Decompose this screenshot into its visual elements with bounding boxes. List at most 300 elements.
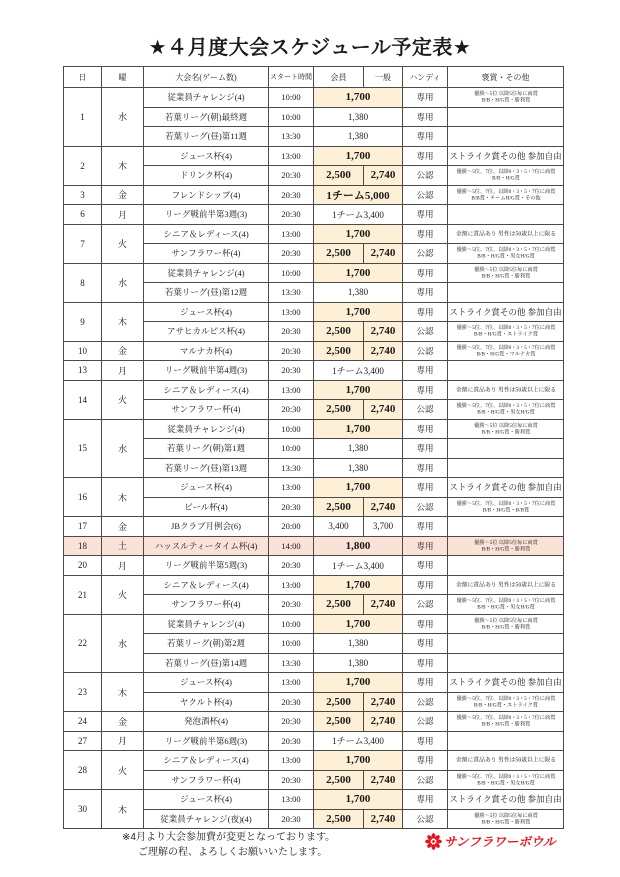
prize-text	[456, 501, 555, 513]
prize-line: ストライク賞その他 参加自由	[449, 794, 562, 805]
fee-general: 2,740	[364, 166, 403, 186]
event-name: ジュース杯(4)	[144, 146, 269, 166]
schedule-row	[64, 556, 564, 576]
start-time: 20:30	[269, 341, 314, 361]
prize-cell	[448, 536, 564, 556]
event-name: マルナカ杯(4)	[144, 341, 269, 361]
prize-line: B/B・H/G賞・勝利賞	[481, 545, 530, 552]
schedule-row	[64, 185, 564, 205]
weekday-cell: 月	[102, 361, 144, 381]
event-name: シニア＆レディース(4)	[144, 224, 269, 244]
day-cell: 9	[64, 302, 102, 341]
header-weekday: 曜	[102, 67, 144, 88]
prize-line: B/B・H/G賞・勝利賞	[481, 818, 530, 825]
day-cell: 21	[64, 575, 102, 614]
start-time: 10:00	[269, 634, 314, 654]
prize-cell	[448, 283, 564, 303]
weekday-cell: 火	[102, 575, 144, 614]
prize-cell	[448, 517, 564, 537]
handicap: 専用	[403, 224, 448, 244]
fee-general: 3,700	[364, 517, 403, 537]
start-time: 10:00	[269, 439, 314, 459]
handicap: 専用	[403, 419, 448, 439]
header-member-fee: 会員	[314, 67, 364, 88]
schedule-row	[64, 575, 564, 595]
prize-cell	[448, 653, 564, 673]
handicap: 専用	[403, 673, 448, 693]
schedule-row	[64, 302, 564, 322]
prize-cell	[448, 595, 564, 615]
prize-cell	[448, 127, 564, 147]
start-time: 20:30	[269, 244, 314, 264]
event-name: アサヒカルピス杯(4)	[144, 322, 269, 342]
event-name: ジュース杯(4)	[144, 790, 269, 810]
start-time: 20:30	[269, 712, 314, 732]
event-name: 発泡酒杯(4)	[144, 712, 269, 732]
handicap: 公認	[403, 322, 448, 342]
schedule-row	[64, 790, 564, 810]
weekday-cell: 木	[102, 673, 144, 712]
prize-cell	[448, 439, 564, 459]
event-name: ジュース杯(4)	[144, 673, 269, 693]
prize-cell	[448, 361, 564, 381]
prize-text	[456, 169, 555, 181]
prize-line: ストライク賞その他 参加自由	[449, 482, 562, 493]
fee-flat: 1,700	[314, 478, 403, 498]
weekday-cell: 水	[102, 263, 144, 302]
prize-line: B/B・H/G賞・勝利賞	[481, 272, 530, 279]
schedule-row	[64, 751, 564, 771]
prize-line: 優勝～5位、7位、以降0・3・5・7位に商賞	[456, 500, 555, 507]
prize-cell	[448, 322, 564, 342]
day-cell: 18	[64, 536, 102, 556]
fee-flat: 1,700	[314, 419, 403, 439]
fee-member: 2,500	[314, 712, 364, 732]
weekday-cell: 金	[102, 517, 144, 537]
prize-line: 金額に賞品あり 男性は50歳以上に限る	[455, 386, 556, 393]
event-name: 若葉リーグ(昼)第14週	[144, 653, 269, 673]
prize-line: B/B・H/G賞・B/B賞	[482, 506, 529, 513]
header-prize: 褒賞・その他	[448, 67, 564, 88]
event-name: サンフラワー杯(4)	[144, 400, 269, 420]
prize-cell	[448, 692, 564, 712]
prize-text	[455, 231, 555, 237]
fee-member: 2,500	[314, 400, 364, 420]
day-cell: 27	[64, 731, 102, 751]
day-cell: 23	[64, 673, 102, 712]
fee-general: 2,740	[364, 809, 403, 829]
page-title: ★４月度大会スケジュール予定表★	[148, 37, 472, 59]
fee-general: 2,740	[364, 595, 403, 615]
schedule-row	[64, 478, 564, 498]
prize-cell	[448, 458, 564, 478]
fee-flat: 1,380	[314, 653, 403, 673]
prize-text	[456, 403, 555, 415]
event-name: 従業員チャレンジ(4)	[144, 419, 269, 439]
handicap: 専用	[403, 614, 448, 634]
start-time: 20:30	[269, 497, 314, 517]
weekday-cell: 水	[102, 88, 144, 147]
event-name: シニア＆レディース(4)	[144, 380, 269, 400]
prize-line: 優勝～5位、7位、以降0・3・5・7位に商賞	[456, 169, 555, 175]
fee-flat: 1,380	[314, 283, 403, 303]
handicap: 専用	[403, 731, 448, 751]
footer-notice: ※4月より大会参加費が変更となっております。	[122, 832, 336, 843]
event-name: 従業員チャレンジ(4)	[144, 614, 269, 634]
prize-cell	[448, 146, 564, 166]
weekday-cell: 月	[102, 556, 144, 576]
day-cell: 2	[64, 146, 102, 185]
prize-text	[456, 325, 555, 337]
start-time: 13:00	[269, 224, 314, 244]
sunflower-icon	[425, 833, 442, 850]
start-time: 10:00	[269, 107, 314, 127]
prize-cell	[448, 809, 564, 829]
weekday-cell: 火	[102, 380, 144, 419]
fee-flat: 1,700	[314, 575, 403, 595]
prize-line: 金額に賞品あり 男性は50歳以上に限る	[455, 757, 556, 764]
prize-text	[474, 540, 538, 552]
prize-line: 優勝～5位、7位、以降0・3・5・7位に商賞	[456, 247, 555, 253]
event-name: ジュース杯(4)	[144, 302, 269, 322]
fee-flat: 1チーム3,400	[314, 731, 403, 751]
handicap: 専用	[403, 283, 448, 303]
handicap: 専用	[403, 127, 448, 147]
prize-text	[456, 598, 555, 610]
handicap: 専用	[403, 380, 448, 400]
day-cell: 10	[64, 341, 102, 361]
start-time: 13:00	[269, 673, 314, 693]
schedule-row	[64, 614, 564, 634]
handicap: 専用	[403, 556, 448, 576]
prize-line: ストライク賞その他 参加自由	[449, 677, 562, 688]
weekday-cell: 水	[102, 419, 144, 478]
weekday-cell: 火	[102, 224, 144, 263]
day-cell: 30	[64, 790, 102, 829]
weekday-cell: 金	[102, 712, 144, 732]
day-cell: 17	[64, 517, 102, 537]
prize-text	[449, 677, 561, 687]
handicap: 専用	[403, 751, 448, 771]
prize-line: B/B・H/G賞・男女H/G賞	[476, 604, 535, 610]
start-time: 20:30	[269, 400, 314, 420]
fee-flat: 1チーム3,400	[314, 556, 403, 576]
prize-cell	[448, 790, 564, 810]
prize-text	[449, 151, 561, 161]
prize-text	[449, 307, 561, 317]
start-time: 20:30	[269, 809, 314, 829]
fee-general: 2,740	[364, 712, 403, 732]
fee-member: 2,500	[314, 244, 364, 264]
event-name: リーグ戦前半第4週(3)	[144, 361, 269, 381]
prize-text	[474, 813, 538, 825]
prize-line: 優勝～5位、7位、以降0・3・5・7位に商賞	[456, 344, 555, 351]
prize-line: 優勝～5位 以降5位毎に商賞	[473, 617, 538, 624]
prize-text	[474, 423, 538, 435]
schedule-row	[64, 263, 564, 283]
prize-line: 優勝～5位、7位、以降0・3・5・7位に商賞	[456, 715, 555, 721]
start-time: 20:30	[269, 166, 314, 186]
event-name: フレンドシップ(4)	[144, 185, 269, 205]
prize-text	[456, 696, 555, 708]
header-general-fee: 一般	[364, 67, 403, 88]
handicap: 専用	[403, 790, 448, 810]
start-time: 20:30	[269, 595, 314, 615]
handicap: 公認	[403, 770, 448, 790]
start-time: 10:00	[269, 88, 314, 108]
event-name: リーグ戦前半第6週(3)	[144, 731, 269, 751]
fee-member: 3,400	[314, 517, 364, 537]
prize-cell	[448, 497, 564, 517]
brand-name: サンフラワーボウル	[444, 835, 556, 849]
prize-line: 優勝～5位 以降5位毎に商賞	[473, 266, 538, 273]
prize-line: B/B・H/G賞	[491, 175, 520, 181]
prize-cell	[448, 634, 564, 654]
event-name: サンフラワー杯(4)	[144, 595, 269, 615]
start-time: 20:30	[269, 556, 314, 576]
weekday-cell: 土	[102, 536, 144, 556]
prize-text	[455, 387, 555, 393]
fee-flat: 1,700	[314, 751, 403, 771]
event-name: リーグ戦前半第5週(3)	[144, 556, 269, 576]
schedule-row	[64, 536, 564, 556]
prize-cell	[448, 107, 564, 127]
start-time: 20:30	[269, 361, 314, 381]
schedule-table	[63, 66, 564, 829]
prize-cell	[448, 263, 564, 283]
fee-flat: 1,380	[314, 107, 403, 127]
event-name: 若葉リーグ(朝)第2週	[144, 634, 269, 654]
start-time: 20:00	[269, 517, 314, 537]
prize-line: 優勝～5位、7位、以降0・3・5・7位に商賞	[456, 325, 555, 331]
prize-line: 優勝～5位、7位、以降0・3・5・7位に商賞	[456, 403, 555, 409]
prize-line: B/B賞・チームH/G賞・その他	[470, 194, 541, 201]
fee-flat: 1チーム3,400	[314, 361, 403, 381]
prize-cell	[448, 302, 564, 322]
prize-line: 優勝～5位、7位、以降0・3・5・7位に商賞	[456, 188, 555, 195]
event-name: シニア＆レディース(4)	[144, 751, 269, 771]
event-name: ハッスルティータイム杯(4)	[144, 536, 269, 556]
prize-line: B/B・H/G賞・男女H/G賞	[476, 779, 535, 786]
prize-line: B/B・H/G賞・ストライク賞	[473, 331, 538, 337]
day-cell: 14	[64, 380, 102, 419]
event-name: 若葉リーグ(朝)最終週	[144, 107, 269, 127]
event-name: シニア＆レディース(4)	[144, 575, 269, 595]
prize-cell	[448, 575, 564, 595]
prize-text	[456, 774, 555, 786]
weekday-cell: 火	[102, 751, 144, 790]
prize-line: ストライク賞その他 参加自由	[449, 150, 562, 161]
event-name: ジュース杯(4)	[144, 478, 269, 498]
schedule-row	[64, 341, 564, 361]
prize-cell	[448, 614, 564, 634]
weekday-cell: 木	[102, 302, 144, 341]
schedule-row	[64, 380, 564, 400]
schedule-row	[64, 224, 564, 244]
handicap: 専用	[403, 361, 448, 381]
start-time: 13:30	[269, 458, 314, 478]
start-time: 13:00	[269, 751, 314, 771]
event-name: 若葉リーグ(朝)第1週	[144, 439, 269, 459]
prize-text	[474, 618, 538, 630]
handicap: 公認	[403, 692, 448, 712]
prize-cell	[448, 341, 564, 361]
event-name: ビール杯(4)	[144, 497, 269, 517]
start-time: 20:30	[269, 185, 314, 205]
prize-line: B/B・H/G賞・マルナカ賞	[476, 350, 535, 357]
prize-line: 優勝～5位 以降5位毎に商賞	[473, 91, 538, 97]
event-name: サンフラワー杯(4)	[144, 244, 269, 264]
handicap: 専用	[403, 517, 448, 537]
fee-flat: 1,380	[314, 127, 403, 147]
day-cell: 24	[64, 712, 102, 732]
schedule-body	[64, 88, 564, 829]
start-time: 20:30	[269, 322, 314, 342]
handicap: 専用	[403, 653, 448, 673]
weekday-cell: 金	[102, 185, 144, 205]
weekday-cell: 木	[102, 478, 144, 517]
day-cell: 22	[64, 614, 102, 673]
prize-text	[474, 267, 538, 279]
handicap: 専用	[403, 263, 448, 283]
fee-flat: 1,380	[314, 458, 403, 478]
fee-flat: 1,700	[314, 263, 403, 283]
prize-line: 優勝～5位 以降5位毎に商賞	[473, 812, 538, 819]
handicap: 公認	[403, 185, 448, 205]
handicap: 専用	[403, 146, 448, 166]
fee-member: 2,500	[314, 322, 364, 342]
weekday-cell: 木	[102, 790, 144, 829]
start-time: 20:30	[269, 692, 314, 712]
handicap: 専用	[403, 205, 448, 225]
start-time: 13:00	[269, 380, 314, 400]
handicap: 専用	[403, 536, 448, 556]
weekday-cell: 月	[102, 731, 144, 751]
fee-flat: 1,380	[314, 634, 403, 654]
day-cell: 13	[64, 361, 102, 381]
fee-flat: 1,700	[314, 673, 403, 693]
prize-cell	[448, 380, 564, 400]
event-name: 若葉リーグ(昼)第13週	[144, 458, 269, 478]
day-cell: 15	[64, 419, 102, 478]
schedule-header	[64, 67, 564, 88]
prize-cell	[448, 205, 564, 225]
prize-line: 優勝～5位 以降5位毎に商賞	[473, 422, 538, 429]
start-time: 10:00	[269, 263, 314, 283]
handicap: 公認	[403, 244, 448, 264]
prize-line: 優勝～5位、7位、以降0・3・5・7位に商賞	[456, 695, 555, 702]
prize-line: 優勝～5位、7位、以降0・3・5・7位に商賞	[456, 773, 555, 780]
header-start-time: スタート時間	[269, 67, 314, 88]
prize-text	[456, 345, 555, 357]
handicap: 専用	[403, 458, 448, 478]
fee-member: 2,500	[314, 692, 364, 712]
schedule-row	[64, 712, 564, 732]
handicap: 公認	[403, 595, 448, 615]
prize-cell	[448, 185, 564, 205]
day-cell: 3	[64, 185, 102, 205]
prize-line: ストライク賞その他 参加自由	[449, 306, 562, 317]
prize-cell	[448, 751, 564, 771]
header-day: 日	[64, 67, 102, 88]
fee-general: 2,740	[364, 400, 403, 420]
handicap: 専用	[403, 478, 448, 498]
start-time: 10:00	[269, 419, 314, 439]
fee-flat: 1チーム3,400	[314, 205, 403, 225]
schedule-row	[64, 673, 564, 693]
event-name: ヤクルト杯(4)	[144, 692, 269, 712]
prize-text	[455, 757, 555, 763]
fee-flat: 1,700	[314, 224, 403, 244]
start-time: 13:00	[269, 575, 314, 595]
handicap: 専用	[403, 634, 448, 654]
handicap: 公認	[403, 497, 448, 517]
event-name: 従業員チャレンジ(4)	[144, 263, 269, 283]
handicap: 公認	[403, 166, 448, 186]
fee-member: 2,500	[314, 497, 364, 517]
prize-cell	[448, 244, 564, 264]
start-time: 13:00	[269, 146, 314, 166]
handicap: 専用	[403, 439, 448, 459]
fee-general: 2,740	[364, 341, 403, 361]
fee-member: 2,500	[314, 809, 364, 829]
start-time: 13:00	[269, 302, 314, 322]
schedule-row	[64, 517, 564, 537]
start-time: 20:30	[269, 731, 314, 751]
header-handicap: ハンディ	[403, 67, 448, 88]
event-name: 若葉リーグ(昼)第11週	[144, 127, 269, 147]
weekday-cell: 木	[102, 146, 144, 185]
prize-cell	[448, 400, 564, 420]
prize-line: 金額に賞品あり 男性は50歳以上に限る	[455, 581, 556, 588]
start-time: 13:30	[269, 653, 314, 673]
prize-line: B/B・H/G賞・男女H/G賞	[476, 409, 535, 415]
start-time: 10:00	[269, 614, 314, 634]
handicap: 専用	[403, 575, 448, 595]
prize-cell	[448, 166, 564, 186]
fee-flat: 1,700	[314, 380, 403, 400]
prize-line: 優勝～5位、7位、以降0・3・5・7位に商賞	[456, 598, 555, 604]
schedule-row	[64, 731, 564, 751]
prize-line: B/B・H/G賞・勝利賞	[481, 721, 530, 727]
fee-flat: 1,700	[314, 146, 403, 166]
prize-text	[456, 247, 555, 259]
day-cell: 28	[64, 751, 102, 790]
fee-general: 2,740	[364, 322, 403, 342]
prize-cell	[448, 731, 564, 751]
event-name: リーグ戦前半第3週(3)	[144, 205, 269, 225]
fee-general: 2,740	[364, 244, 403, 264]
prize-text	[456, 189, 555, 201]
fee-general: 2,740	[364, 692, 403, 712]
event-name: 従業員チャレンジ(4)	[144, 88, 269, 108]
prize-line: B/B・H/G賞・ストライク賞	[473, 701, 538, 708]
handicap: 専用	[403, 88, 448, 108]
fee-member: 2,500	[314, 341, 364, 361]
handicap: 公認	[403, 400, 448, 420]
weekday-cell: 月	[102, 205, 144, 225]
fee-member: 2,500	[314, 770, 364, 790]
fee-general: 2,740	[364, 497, 403, 517]
event-name: ドリンク杯(4)	[144, 166, 269, 186]
prize-text	[455, 582, 555, 588]
prize-cell	[448, 673, 564, 693]
prize-text	[449, 482, 561, 492]
handicap: 公認	[403, 809, 448, 829]
fee-flat: 1,380	[314, 439, 403, 459]
day-cell: 16	[64, 478, 102, 517]
handicap: 公認	[403, 712, 448, 732]
